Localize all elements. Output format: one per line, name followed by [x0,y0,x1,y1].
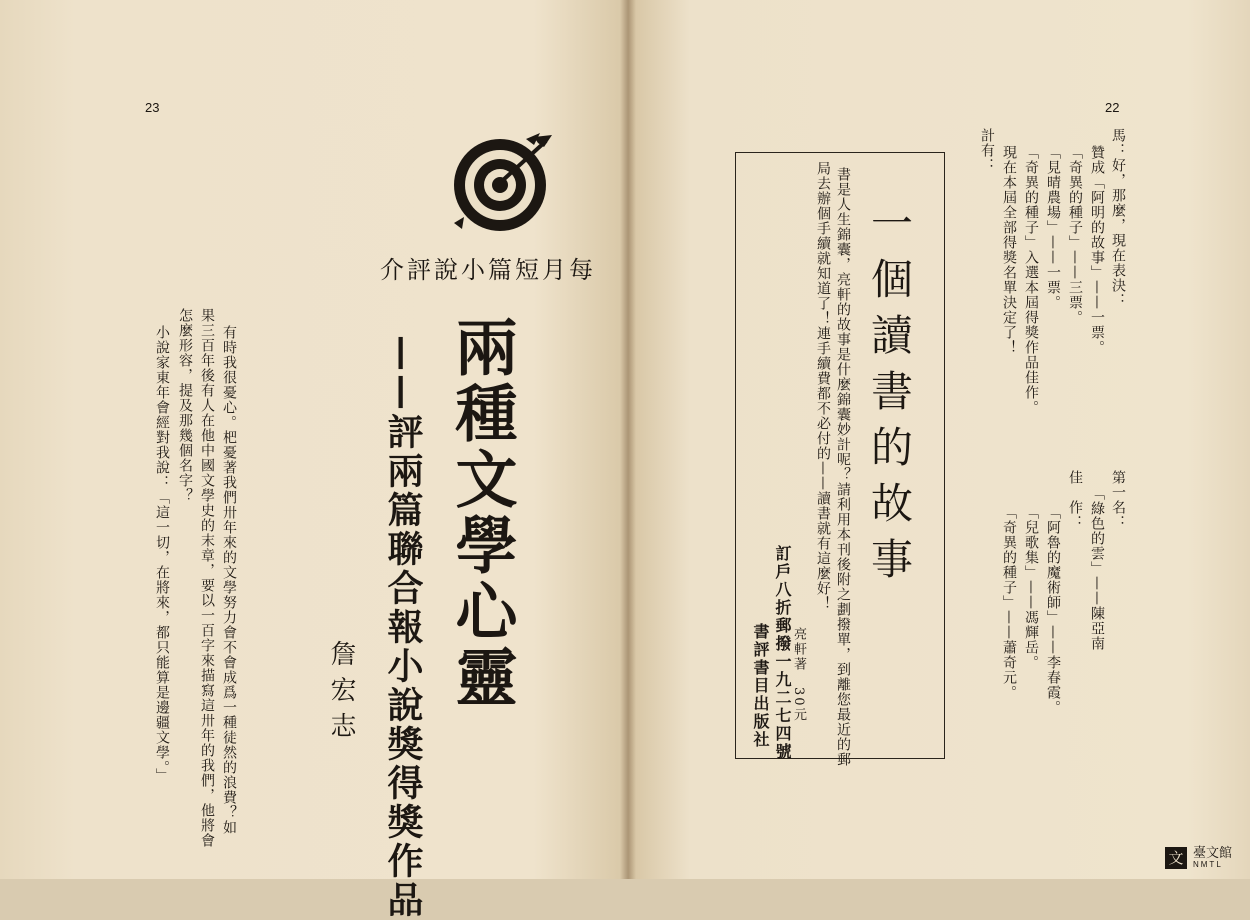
winner-line: 「奇異的種子」——蕭奇元。 [1001,505,1017,700]
target-icon [448,133,556,233]
ad-order-info: 訂戶八折郵撥一九二七四號 [773,545,792,761]
book-advertisement [735,152,945,767]
watermark-abbr: NMTL [1192,859,1223,869]
page-number-right: 22 [1105,100,1120,115]
article-subtitle: ——評兩篇聯合報小說獎得獎作品 [382,335,424,920]
right-page [628,0,1250,879]
body-line: 計有： [979,128,995,173]
body-line: 馬：好，那麼，現在表決： [1110,128,1126,308]
body-line: 「見晴農場」——一票。 [1045,145,1061,310]
winner-line: 「綠色的雲」——陳亞南 [1089,486,1105,651]
ad-title: 一個讀書的故事 [865,201,914,593]
watermark-name: 臺文館 [1192,845,1232,861]
article-title: 兩種文學心靈 [445,315,518,711]
body-line: 「奇異的種子」入選本屆得獎作品佳作。 [1023,145,1039,415]
nmtl-watermark [1165,847,1232,869]
body-line: 果三百年後有人在他中國文學史的末章，要以一百字來描寫這卅年的我們，他將會 [199,308,215,848]
ad-author-price: 亮軒著 30元 [791,627,806,723]
body-line: 「奇異的種子」——三票。 [1067,145,1083,325]
winner-line: 第一名： [1110,470,1126,530]
winner-line: 佳 作： [1067,470,1083,530]
body-line: 有時我很憂心。杷憂著我們卅年來的文學努力會不會成爲一種徒然的浪費？如 [221,325,237,835]
article-author: 詹宏志 [326,640,356,748]
ad-publisher: 書評書目出版社 [751,623,770,749]
winner-line: 「阿魯的魔術師」——李春霞。 [1045,505,1061,715]
winner-line: 「兒歌集」——馮輝岳。 [1023,505,1039,670]
ad-blurb-line: 書是人生錦囊，亮軒的故事是什麼錦囊妙計呢？請利用本刊後附之劃撥單，到離您最近的郵 [835,167,851,767]
body-line: 贊成「阿明的故事」——一票。 [1089,145,1105,355]
book-gutter [620,0,636,879]
nmtl-logo-icon: 文 [1165,847,1187,869]
body-line: 現在本屆全部得獎名單決定了！ [1001,145,1017,355]
body-line: 小說家東年會經對我說：「這一切，在將來，都只能算是邊疆文學。」 [154,325,170,783]
ad-blurb-line: 局去辦個手續就知道了！連手續費都不必付的——讀書就有這麼好！ [815,161,831,611]
page-number-left: 23 [145,100,160,115]
body-line: 怎麼形容，提及那幾個名字？ [177,308,193,503]
column-header: 每月短篇小說評介 [380,256,596,284]
